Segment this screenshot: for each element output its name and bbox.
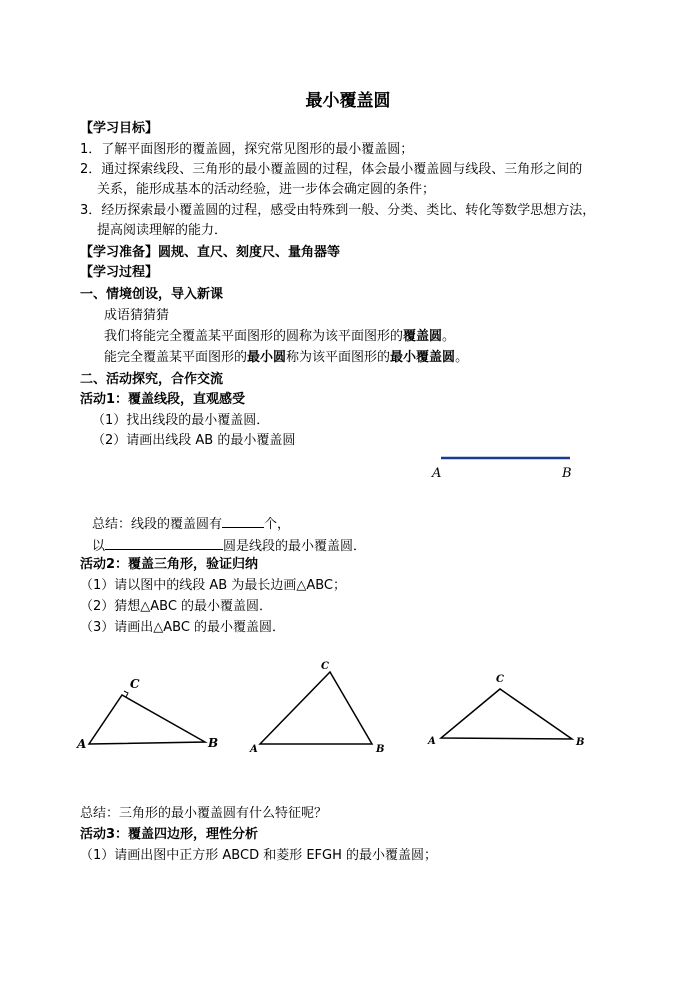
- objective-item-2-line2: 关系，能形成基本的活动经验，进一步体会确定圆的条件；: [97, 182, 436, 197]
- section1-line2-end: 。: [442, 329, 456, 344]
- triangle-right: [89, 695, 205, 744]
- tri3-label-a: A: [428, 736, 436, 747]
- term-min-circle: 最小圆: [247, 350, 287, 365]
- section1-line3-mid: 称为该平面图形的: [286, 350, 391, 365]
- section2-heading: 二、活动探究，合作交流: [80, 372, 224, 387]
- activity1-q2: （2）请画出线段 AB 的最小覆盖圆: [92, 433, 296, 448]
- section1-line3-end: 。: [455, 350, 469, 365]
- answer-blank-diameter[interactable]: [105, 536, 223, 550]
- objective-item-3-line1: 3．经历探索最小覆盖圆的过程，感受由特殊到一般、分类、类比、转化等数学思想方法，: [80, 203, 596, 218]
- activity2-q1: （1）请以图中的线段 AB 为最长边画△ABC；: [80, 578, 347, 593]
- section1-heading: 一、情境创设，导入新课: [80, 287, 224, 302]
- prep-line: 【学习准备】圆规、直尺、刻度尺、量角器等: [80, 245, 341, 260]
- objective-item-3-line2: 提高阅读理解的能力．: [97, 223, 228, 238]
- objective-item-2-line1: 2．通过探索线段、三角形的最小覆盖圆的过程，体会最小覆盖圆与线段、三角形之间的: [80, 162, 583, 177]
- answer-blank-count[interactable]: [222, 514, 264, 528]
- page-title: 最小覆盖圆: [305, 91, 391, 111]
- objectives-heading: 【学习目标】: [80, 121, 159, 136]
- segment-label-b: B: [562, 466, 572, 481]
- objective-item-1: 1．了解平面图形的覆盖圆，探究常见图形的最小覆盖圆；: [80, 142, 414, 157]
- process-heading: 【学习过程】: [80, 265, 159, 280]
- section1-line3-text: 能完全覆盖某平面图形的: [104, 350, 248, 365]
- activity2-q2: （2）猜想△ABC 的最小覆盖圆．: [80, 599, 273, 614]
- triangle-acute: [260, 672, 372, 744]
- activity1-summary-1-text: 总结：线段的覆盖圆有: [92, 517, 223, 532]
- tri2-label-a: A: [250, 744, 258, 755]
- tri3-label-b: B: [576, 737, 585, 748]
- activity1-summary-2-end: 圆是线段的最小覆盖圆．: [223, 539, 367, 554]
- term-cover-circle: 覆盖圆: [403, 329, 443, 344]
- tri1-label-b: B: [208, 736, 219, 750]
- activity1-summary-2: [92, 536, 366, 556]
- activity3-q1: （1）请画出图中正方形 ABCD 和菱形 EFGH 的最小覆盖圆；: [80, 848, 438, 863]
- section1-line1: 成语猜猜猜: [104, 308, 170, 323]
- term-min-cover-circle: 最小覆盖圆: [390, 350, 456, 365]
- tri3-label-c: C: [496, 674, 504, 685]
- section1-line2-text: 我们将能完全覆盖某平面图形的圆称为该平面图形的: [104, 329, 404, 344]
- tri2-label-c: C: [321, 661, 329, 672]
- activity2-summary: 总结：三角形的最小覆盖圆有什么特征呢？: [80, 806, 328, 821]
- activity1-summary-1-end: 个，: [264, 517, 291, 532]
- activity2-heading: 活动2：覆盖三角形，验证归纳: [80, 557, 259, 572]
- tri1-label-a: A: [77, 737, 87, 751]
- triangle-obtuse: [441, 689, 572, 739]
- tri1-label-c: C: [130, 677, 140, 691]
- activity2-q3: （3）请画出△ABC 的最小覆盖圆．: [80, 620, 286, 635]
- tri2-label-b: B: [376, 744, 385, 755]
- activity1-summary-2-text: 以: [92, 539, 106, 554]
- activity1-q1: （1）找出线段的最小覆盖圆．: [92, 413, 270, 428]
- segment-label-a: A: [432, 466, 442, 481]
- activity1-heading: 活动1：覆盖线段，直观感受: [80, 392, 246, 407]
- activity3-heading: 活动3：覆盖四边形，理性分析: [80, 827, 259, 842]
- activity1-summary-1: [92, 514, 290, 534]
